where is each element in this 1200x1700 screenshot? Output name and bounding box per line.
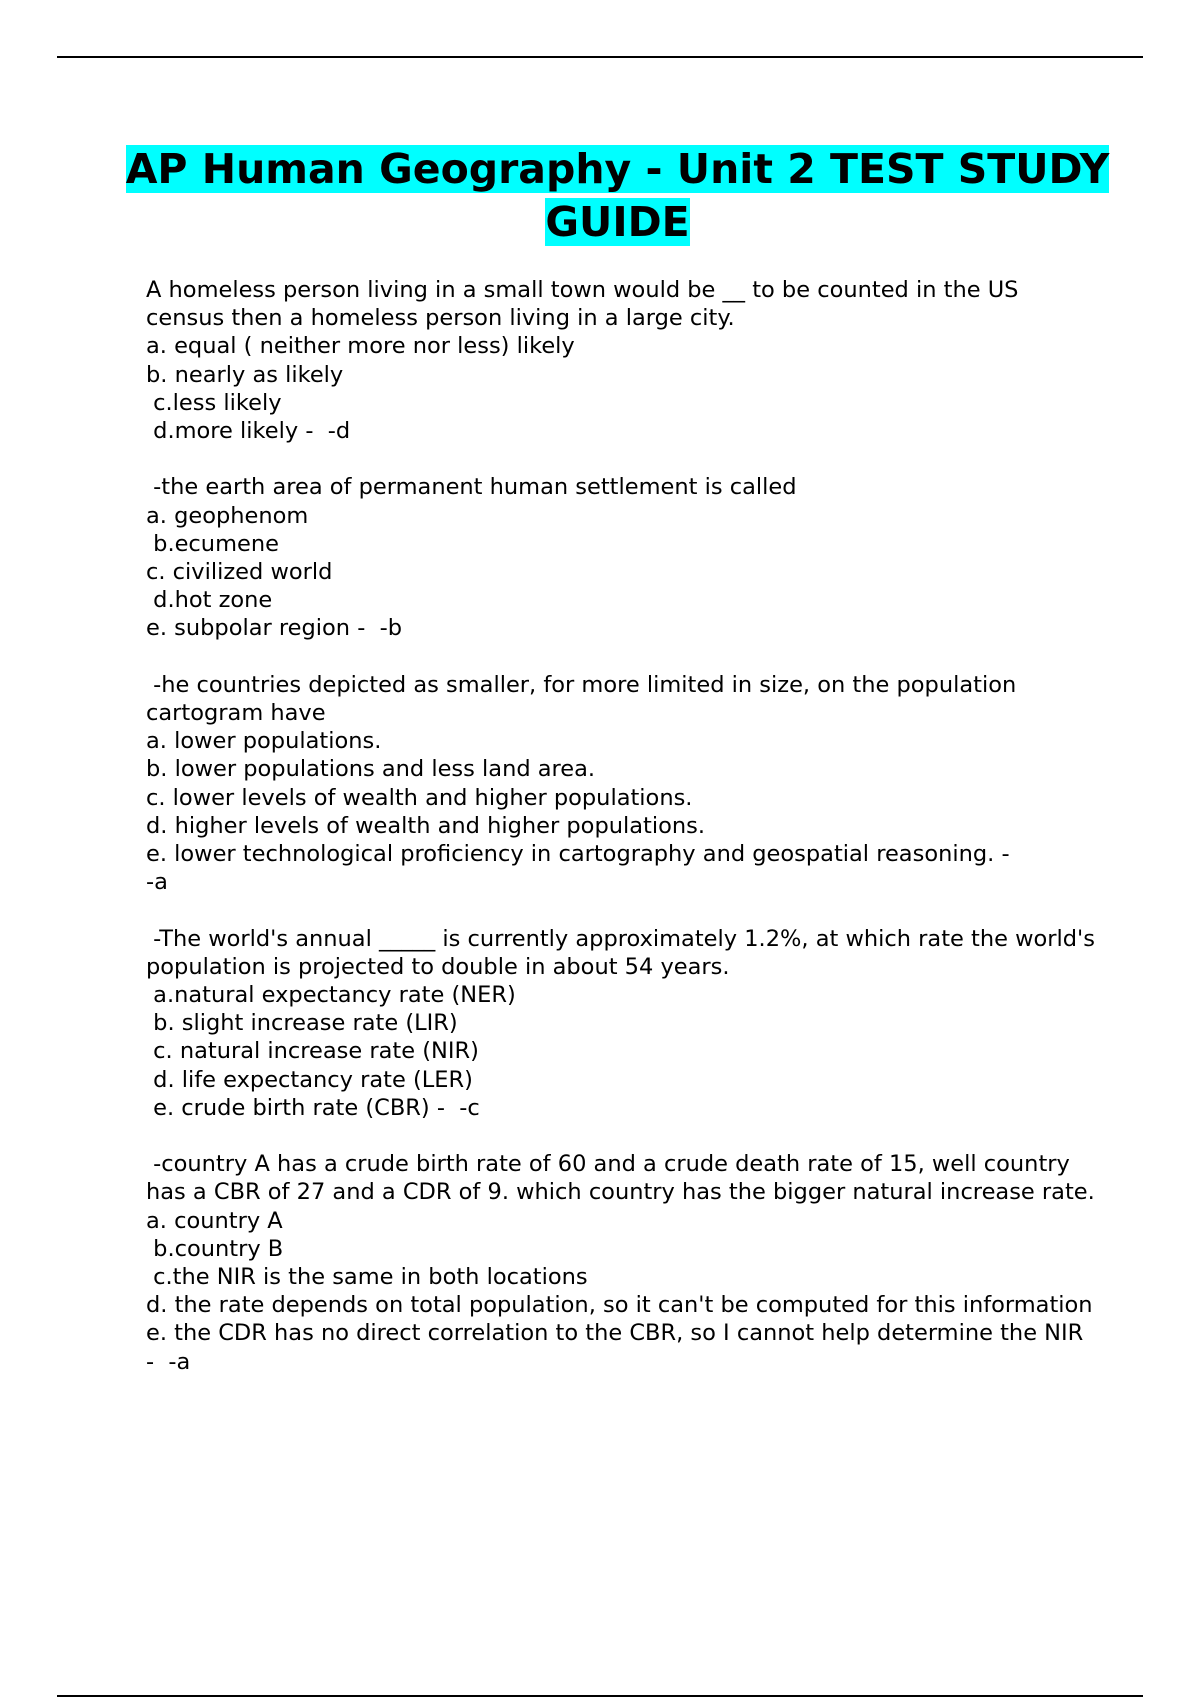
answer-option: b. lower populations and less land area. [146,756,596,783]
answer-option: d. life expectancy rate (LER) [146,1066,473,1093]
question-block-5 [146,1150,1096,1376]
answer-option: c. civilized world [146,559,333,586]
header-rule [57,56,1143,58]
question-prompt: -The world's annual _____ is currently approximately 1.2%, at which rate the world's population is projected to double in about 54 years. [146,925,1103,980]
question-prompt: A homeless person living in a small town would be __ to be counted in the US census then a homeless person living in a large city. [146,277,1026,332]
answer-option: e. crude birth rate (CBR) - -c [146,1094,480,1121]
answer-option: a. country A [146,1207,283,1234]
answer-option: b.country B [146,1235,284,1262]
answer-option: a. lower populations. [146,728,382,755]
question-block-2 [146,473,1096,642]
question-block-3 [146,671,1096,897]
answer-option: b.ecumene [146,530,279,557]
answer-option: a. equal ( neither more nor less) likely [146,333,575,360]
answer-option: d. the rate depends on total population, so it can't be computed for this information [146,1292,1093,1319]
answer-option: c.less likely [146,389,282,416]
answer-option: e. lower technological proficiency in cartography and geospatial reasoning. - -a [146,841,1010,896]
answer-option: e. subpolar region - -b [146,615,403,642]
question-block-1 [146,276,1096,445]
answer-option: c.the NIR is the same in both locations [146,1264,588,1291]
answer-option: c. lower levels of wealth and higher populations. [146,784,693,811]
question-prompt: -country A has a crude birth rate of 60 and a crude death rate of 15, well country has a CBR of 27 and a CDR of 9. which country has the bigger natural increase rate. [146,1151,1095,1206]
page-title [100,143,1135,249]
title-highlight: AP Human Geography - Unit 2 TEST STUDY GUIDE [125,145,1110,246]
question-list [146,276,1103,1404]
answer-option: a. geophenom [146,502,309,529]
answer-option: b. nearly as likely [146,361,344,388]
answer-option: d. higher levels of wealth and higher populations. [146,812,706,839]
question-prompt: -he countries depicted as smaller, for more limited in size, on the population cartogram have [146,671,1024,727]
answer-option: c. natural increase rate (NIR) [146,1038,479,1065]
answer-option: a.natural expectancy rate (NER) [146,982,516,1009]
answer-option: d.more likely - -d [146,418,351,445]
answer-option: b. slight increase rate (LIR) [146,1010,458,1037]
answer-option: e. the CDR has no direct correlation to the CBR, so I cannot help determine the NIR - -a [146,1320,1091,1375]
answer-option: d.hot zone [146,587,273,614]
question-prompt: -the earth area of permanent human settlement is called [146,474,797,501]
question-block-4 [146,925,1103,1122]
footer-rule [57,1695,1143,1697]
